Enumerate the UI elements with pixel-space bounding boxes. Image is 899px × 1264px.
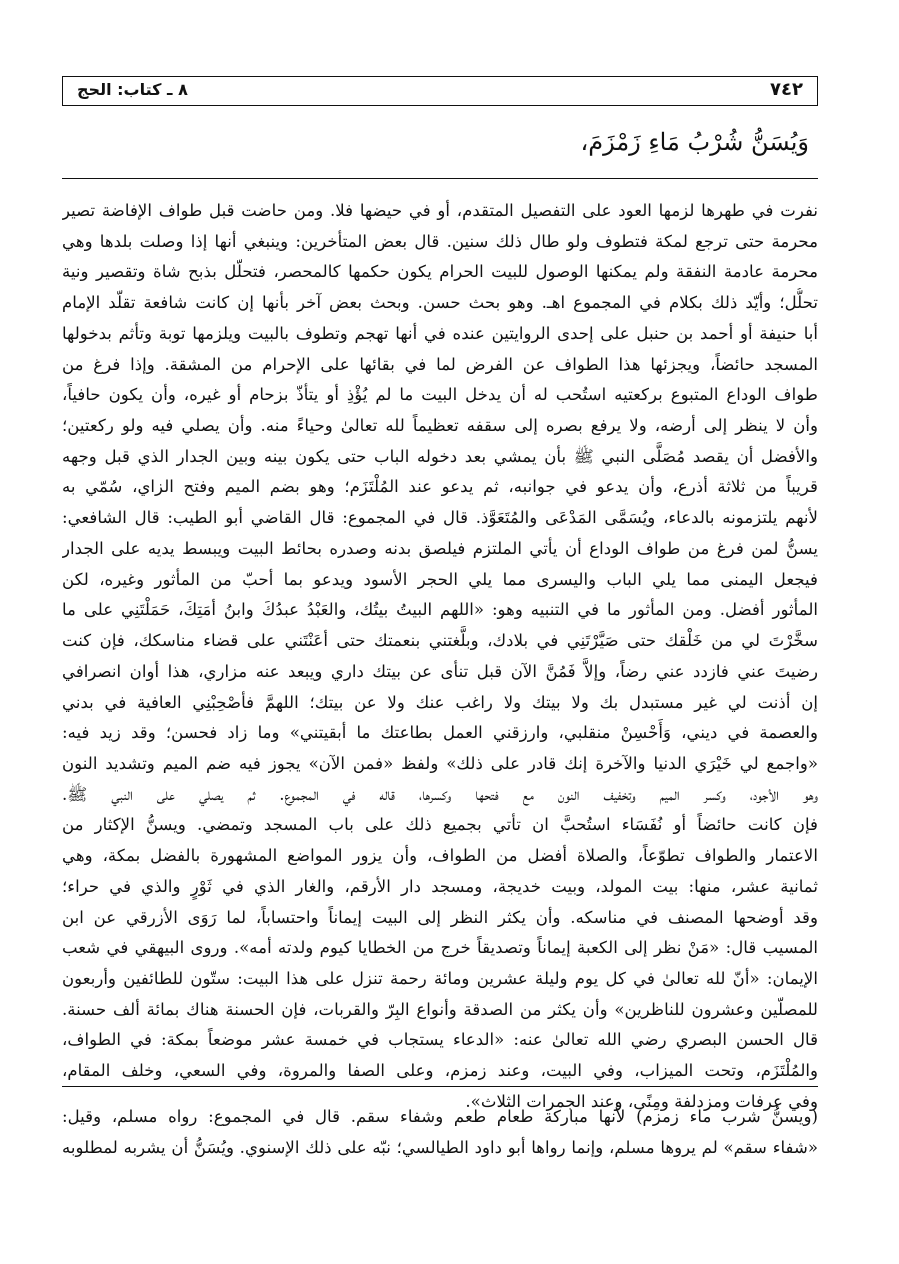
text-line: إن أذنت لي غير مستبدل بك ولا بيتك ولا راغب عنك ولا عن بيتك؛ اللهمَّ فأصْحِبْنِي العافية في بدني [62,692,818,712]
text-line: فإن كانت حائضاً أو نُفَسَاء استُحبَّ ان تأتي بجميع ذلك على باب المسجد وتمضي. ويسنُّ الإكثار من [62,815,818,835]
text-line: المسجد حائضاً، ويجزئها هذا الطواف عن الفرض لما في بقائها على الإحرام من المشقة. وإذا فرغ من [62,354,818,374]
text-line: فيجعل اليمنى مما يلي الباب واليسرى مما يلي الحجر الأسود ويدعو بما أحبّ من المأثور وغيره، لكن [62,569,818,589]
text-line: تحلُّل؛ وأيّد ذلك بكلام في المجموع اهـ. وهو بحث حسن. وبحث بعض آخر بأنها إن كانت شافعة تقلّد الإمام [62,293,818,313]
text-line: لأنهم يلتزمونه بالدعاء، ويُسَمَّى المَدْعَى والمُتَعَوَّذ. قال في المجموع: قال القاضي أبو الطيب: قال الشافعي: [62,508,818,528]
text-line: والمُلْتَزَم، وتحت الميزاب، وفي البيت، وعند زمزم، وعلى الصفا والمروة، وفي السعي، وخلف المقام، [62,1061,818,1081]
text-line: «واجمع لي خَيْرَي الدنيا والآخرة إنك قادر على ذلك» ولفظ «فمن الآن» يجوز فيه ضم الميم وتشديد النون [62,753,818,773]
text-line: (ويسنُّ شرب ماء زمزم) لأنها مباركة طعام طعم وشفاء سقم. قال في المجموع: رواه مسلم، وقيل: [62,1107,818,1126]
text-line: ثمانية عشر، منها: بيت المولد، وبيت خديجة، ومسجد دار الأرقم، والغار الذي في ثَوْرٍ والذي في حراء؛ [62,876,818,896]
section-divider [62,1086,818,1087]
text-line: قريباً من ثلاثة أذرع، وأن يدعو في جوانبه، ثم يدعو عند المُلْتَزَم؛ وهو بضم الميم وفتح الزاي، سُمّي به [62,477,818,497]
text-line: والأفضل أن يقصد مُصَلَّى النبي ﷺ بأن يمشي بعد دخوله الباب حتى يكون بينه وبين الجدار الذي قبل وجهه [62,446,818,466]
page-number: ٧٤٢ [770,79,803,100]
text-line: نفرت في طهرها لزمها العود على التفصيل المتقدم، أو في حيضها فلا. ومن حاضت قبل طواف الإفاضة تصير [62,201,818,220]
text-line: والعصمة في ديني، وَأَحْسِنْ منقلبي، وارزقني العمل بطاعتك ما أبقيتني» وما زاد فحسن؛ وقد زيد فيه: [62,723,818,743]
text-line: طواف الوداع المتبوع بركعتيه استُحب له أن يدخل البيت ما لم يُؤْذِ أو يتأذّ بزحام أو غيره، وأن يكون حافياً، [62,385,818,405]
text-line: أبا حنيفة أو أحمد بن حنبل على إحدى الروايتين عنده في أنها تهجم وتطوف بالبيت ويلزمها توبة وتأثم بدخولها [62,323,818,343]
text-line: رضيتَ عني فازدد عني رضاً، وإلاَّ فَمُنَّ الآن قبل تنأى عن بيتك داري ويبعد عنه مزاري، هذا أوان انصرافي [62,661,818,681]
text-line: وأن لا ينظر إلى أرضه، ولا يرفع بصره إلى سقفه تعظيماً لله تعالىٰ وحياءً منه. وأن يصلي فيه ولو ركعتين؛ [62,416,818,436]
matn-separator [62,178,818,179]
book-title: ٨ ـ كتاب: الحج [77,80,188,99]
text-line: وهو الأجود، وكسر الميم وتخفيف النون مع فتحها وكسرها، قاله في المجموع. ثم يصلي على النبي ﷺ. [62,784,818,804]
text-line: وقد أوضحها المصنف في مناسكه. وأن يكثر النظر إلى البيت إيماناً واحتساباً، لما رَوَى الأزرقي عن ابن [62,907,818,927]
commentary-block-2 [62,1102,818,1163]
text-line: الاعتمار والطواف تطوّعاً، والصلاة أفضل من الطواف، وأن يزور المواضع المشهورة بالفضل بمكة، وهي [62,846,818,866]
text-line: سخَّرْتَ لي من خَلْقك حتى صَيَّرْتَنِي في بلادك، وبلَّغتني بنعمتك حتى أعَنْتَني على قضاء مناسكك، فإن كنت [62,631,818,651]
text-line: يسنُّ لمن فرغ من طواف الوداع أن يأتي الملتزم فيلصق بدنه وصدره بحائط البيت ويبسط يديه على الجدار [62,538,818,558]
text-line: «شفاء سقم» لم يروها مسلم، وإنما رواها أبو داود الطيالسي؛ نبّه على ذلك الإسنوي. ويُسَنُّ أن يشربه لمطلوبه [62,1137,818,1157]
text-line: المسيب قال: «مَنْ نظر إلى الكعبة إيماناً وتصديقاً خرج من الخطايا كيوم ولدته أمه». وروى البيهقي في شعب [62,938,818,958]
text-line: محرمة عادمة النفقة ولم يمكنها الوصول للبيت الحرام يكون حكمها كالمحصر، فتحلّل بذبح شاة وتقصير ونية [62,262,818,282]
text-line: وفي عرفات ومزدلفة ومِنًى، وعند الجمرات الثلاث». [465,1091,818,1111]
text-line: الإيمان: «أنّ لله تعالىٰ في كل يوم وليلة عشرين ومائة رحمة تنزل على هذا البيت: ستّون للطائفين وأربعون [62,968,818,988]
text-line: محرمة حتى ترجع لمكة فتطوف ولو طال ذلك سنين. قال بعض المتأخرين: وينبغي أنها إذا وصلت بلدها وهي [62,231,818,251]
commentary-block [62,196,818,1118]
text-line: للمصلّين وعشرون للناظرين» وأن يكثر من الصدقة وأنواع البِرّ والقربات، فإن الحسنة هناك بمائة ألف حسنة. [62,999,818,1019]
text-line: قال الحسن البصري رضي الله تعالىٰ عنه: «الدعاء يستجاب في خمسة عشر موضعاً بمكة: في الطواف، [62,1030,818,1050]
page-header [62,76,818,106]
matn-text: وَيُسَنُّ شُرْبُ مَاءِ زَمْزَمَ، [580,128,809,156]
text-line: المأثور أفضل. ومن المأثور ما في التنبيه وهو: «اللهم البيتُ بيتُك، والعَبْدُ عبدُكَ وابنُ أمَتِكَ، حَمَلْتَنِي على ما [62,600,818,620]
